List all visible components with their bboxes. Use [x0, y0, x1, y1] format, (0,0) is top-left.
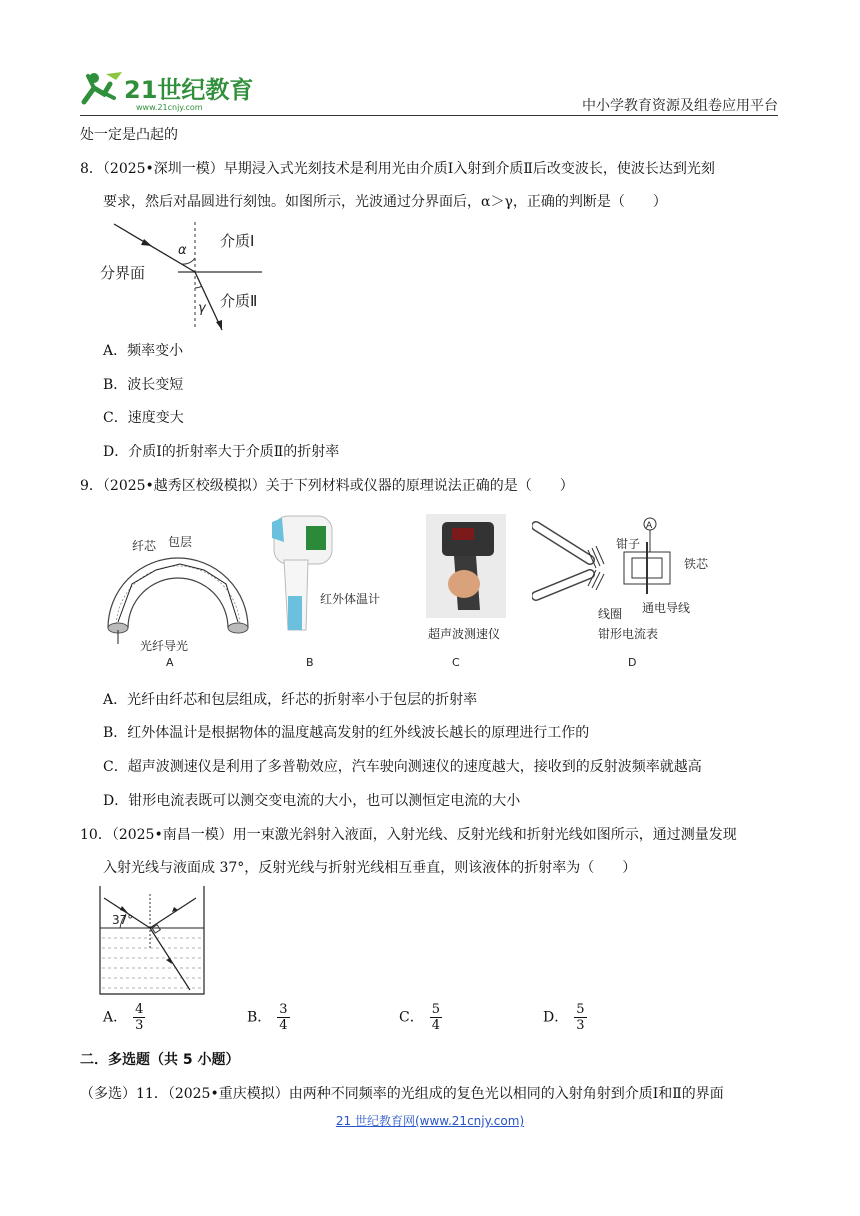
wire-label: 通电导线 [642, 601, 691, 615]
q10-stem-line2: 入射光线与液面成 37°，反射光线与折射光线相互垂直，则该液体的折射率为（ ） [103, 860, 637, 876]
numerator: 4 [135, 1002, 144, 1017]
coil-label: 线圈 [598, 607, 623, 621]
q8-stem-line2: 要求，然后对晶圆进行刻蚀。如图所示，光波通过分界面后，α＞γ，正确的判断是（ ） [103, 194, 667, 210]
fiber-core-label: 纤芯 [132, 539, 157, 553]
angle-label: 37° [112, 913, 134, 927]
logo-text: 21世纪教育 [124, 76, 254, 104]
header-divider [80, 115, 778, 116]
section-multi-choice-title: 二．多选题（共 5 小题） [80, 1052, 240, 1068]
figure-a-letter: A [166, 656, 174, 668]
ammeter-symbol: A [646, 521, 653, 531]
q10-option-c[interactable] [399, 1002, 442, 1033]
q10-liquid-figure [98, 884, 208, 996]
site-logo [80, 68, 260, 112]
q10-stem-line1: 10．（2025•南昌一模）用一束激光斜射入液面，入射光线、反射光线和折射光线如图所示，通过测量发现 [80, 827, 737, 843]
option-label: C． [399, 1009, 424, 1026]
runner-icon [84, 72, 122, 102]
fraction [574, 1002, 586, 1033]
refracted-arrow [216, 320, 222, 330]
q11-stem: （多选）11．（2025•重庆模拟）由两种不同频率的光组成的复色光以相同的入射角射到介质Ⅰ和Ⅱ的界面 [80, 1086, 724, 1102]
fiber-cladding-label: 包层 [168, 535, 193, 549]
clamp-meter-caption: 钳形电流表 [598, 627, 659, 641]
option-label: D． [543, 1009, 569, 1026]
q8-option-a[interactable]: A．频率变小 [103, 343, 184, 359]
gamma-arc [195, 286, 202, 288]
option-label: A． [103, 1009, 128, 1026]
medium1-label: 介质Ⅰ [220, 232, 255, 250]
interface-label: 分界面 [100, 264, 146, 282]
denominator: 3 [135, 1018, 144, 1033]
numerator: 3 [279, 1002, 288, 1017]
denominator: 4 [279, 1018, 288, 1033]
numerator: 5 [431, 1002, 440, 1017]
footer-link[interactable]: 21 世纪教育网(www.21cnjy.com) [335, 1114, 525, 1128]
q9-figure-c-speed-meter [424, 512, 524, 668]
q10-option-b[interactable] [247, 1002, 290, 1033]
medium2-label: 介质Ⅱ [220, 292, 258, 310]
continuation-text: 处一定是凸起的 [80, 127, 178, 143]
speed-meter-caption: 超声波测速仪 [428, 627, 501, 641]
numerator: 5 [576, 1002, 585, 1017]
alpha-label: α [178, 243, 187, 258]
q10-option-d[interactable] [543, 1002, 587, 1033]
clamp-label: 钳子 [616, 537, 641, 551]
logo-url: www.21cnjy.com [136, 103, 203, 112]
figure-d-letter: D [628, 656, 637, 668]
q9-figure-a-fiber [98, 518, 258, 668]
q9-figure-d-clamp-meter [532, 512, 722, 668]
q9-stem: 9．（2025•越秀区校级模拟）关于下列材料或仪器的原理说法正确的是（ ） [80, 478, 574, 494]
q8-option-d[interactable]: D．介质Ⅰ的折射率大于介质Ⅱ的折射率 [103, 444, 340, 460]
q8-refraction-figure [100, 218, 270, 334]
q8-stem-line1: 8．（2025•深圳一模）早期浸入式光刻技术是利用光由介质Ⅰ入射到介质Ⅱ后改变波长，使波长达到光刻 [80, 161, 715, 177]
option-label: B． [247, 1009, 272, 1026]
q8-option-c[interactable]: C．速度变大 [103, 410, 184, 426]
alpha-arc [182, 258, 195, 264]
figure-b-letter: B [306, 656, 314, 668]
q9-figure-b-thermometer [258, 512, 418, 668]
gamma-label: γ [198, 301, 206, 316]
platform-name: 中小学教育资源及组卷应用平台 [582, 98, 778, 114]
q9-option-a[interactable]: A．光纤由纤芯和包层组成，纤芯的折射率小于包层的折射率 [103, 692, 478, 708]
fraction [277, 1002, 289, 1033]
fiber-caption: 光纤导光 [140, 639, 189, 653]
figure-c-letter: C [452, 656, 460, 668]
denominator: 3 [576, 1018, 585, 1033]
fraction [133, 1002, 145, 1033]
fraction [430, 1002, 442, 1033]
q10-option-a[interactable] [103, 1002, 145, 1033]
q8-option-b[interactable]: B．波长变短 [103, 377, 184, 393]
q9-option-c[interactable]: C．超声波测速仪是利用了多普勒效应，汽车驶向测速仪的速度越大，接收到的反射波频率就越高 [103, 759, 702, 775]
iron-core-label: 铁芯 [684, 557, 709, 571]
q9-option-d[interactable]: D．钳形电流表既可以测交变电流的大小，也可以测恒定电流的大小 [103, 793, 521, 809]
incident-arrow [141, 239, 152, 246]
denominator: 4 [431, 1018, 440, 1033]
thermometer-caption: 红外体温计 [320, 592, 381, 606]
q9-option-b[interactable]: B．红外体温计是根据物体的温度越高发射的红外线波长越长的原理进行工作的 [103, 725, 590, 741]
